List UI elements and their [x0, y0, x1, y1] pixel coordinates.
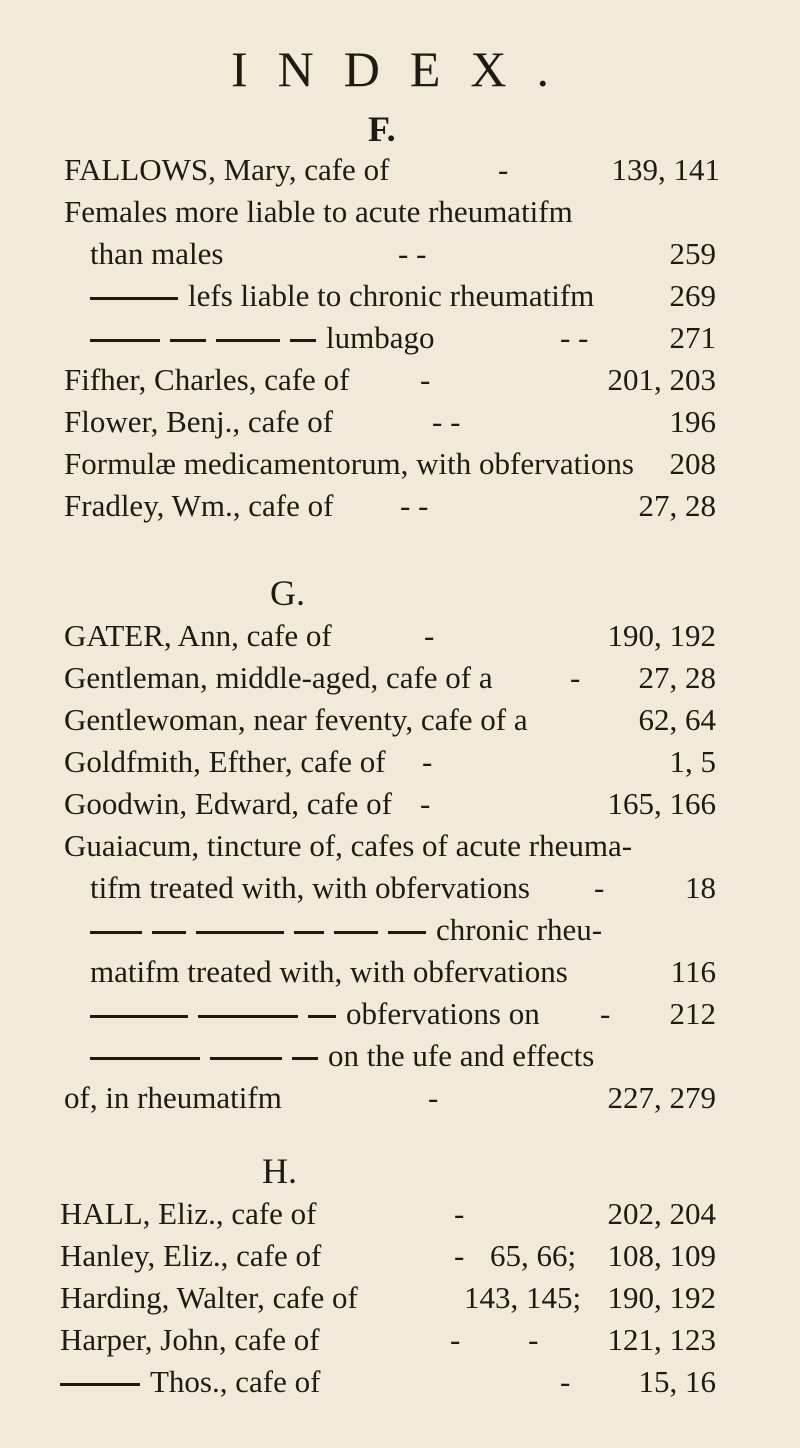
index-entry	[90, 994, 540, 1034]
entry-pages: 165, 166	[607, 786, 716, 821]
index-entry: Guaiacum, tincture of, cafes of acute rheuma-	[64, 828, 633, 863]
entry-separator: -	[424, 618, 435, 653]
index-entry: FALLOWS, Mary, cafe of	[64, 152, 390, 187]
entry-pages: 190, 192	[607, 618, 716, 653]
entry-pages: 259	[669, 236, 716, 271]
entry-separator: -	[428, 1080, 439, 1115]
entry-pages: 27, 28	[638, 660, 716, 695]
index-entry	[90, 910, 602, 950]
index-entry: GATER, Ann, cafe of	[64, 618, 332, 653]
index-entry	[60, 1362, 320, 1402]
index-entry: of, in rheumatifm	[64, 1080, 282, 1115]
entry-separator: - -	[560, 320, 589, 355]
entry-pages: 202, 204	[607, 1196, 716, 1231]
section-letter-h: H.	[262, 1151, 297, 1191]
entry-separator: -	[420, 786, 431, 821]
entry-separator: - -	[450, 1322, 539, 1357]
entry-pages: 108, 109	[607, 1238, 716, 1273]
index-entry: Females more liable to acute rheumatifm	[64, 194, 573, 229]
entry-separator: -	[420, 362, 431, 397]
entry-text: chronic rheu-	[436, 912, 603, 947]
index-entry: than males	[90, 236, 224, 271]
entry-pages: 269	[669, 278, 716, 313]
entry-pages: 1, 5	[669, 744, 716, 779]
index-entry	[90, 318, 435, 358]
entry-text: lefs liable to chronic rheumatifm	[188, 278, 595, 313]
entry-pages: 15, 16	[638, 1364, 716, 1399]
entry-pages-extra: 143, 145;	[464, 1280, 582, 1315]
section-letter-f: F.	[368, 109, 396, 149]
index-entry: Gentleman, middle-aged, cafe of a	[64, 660, 493, 695]
entry-separator: - -	[432, 404, 461, 439]
entry-pages: 139, 141	[611, 152, 720, 187]
entry-pages-extra: 65, 66;	[490, 1238, 577, 1273]
index-entry: Flower, Benj., cafe of	[64, 404, 334, 439]
entry-pages: 116	[670, 954, 716, 989]
entry-text: obfervations on	[346, 996, 540, 1031]
index-entry: Goldfmith, Efther, cafe of	[64, 744, 386, 779]
index-entry: Goodwin, Edward, cafe of	[64, 786, 392, 821]
entry-pages: 212	[669, 996, 716, 1031]
index-entry: Fradley, Wm., cafe of	[64, 488, 334, 523]
index-entry: HALL, Eliz., cafe of	[60, 1196, 317, 1231]
index-entry	[90, 1036, 594, 1076]
entry-separator: -	[600, 996, 611, 1031]
entry-separator: -	[498, 152, 509, 187]
entry-text: lumbago	[326, 320, 435, 355]
entry-pages: 271	[669, 320, 716, 355]
entry-text: on the ufe and effects	[328, 1038, 595, 1073]
entry-pages: 18	[685, 870, 716, 905]
entry-separator: -	[560, 1364, 571, 1399]
index-entry: Harding, Walter, cafe of	[60, 1280, 358, 1315]
page-title: INDEX.	[230, 41, 580, 97]
index-entry: Harper, John, cafe of	[60, 1322, 320, 1357]
index-entry: Formulæ medicamentorum, with obfervations	[64, 446, 634, 481]
entry-pages: 27, 28	[638, 488, 716, 523]
entry-pages: 62, 64	[638, 702, 716, 737]
entry-separator: - -	[398, 236, 427, 271]
entry-separator: -	[422, 744, 433, 779]
entry-pages: 208	[669, 446, 716, 481]
index-entry	[90, 276, 594, 316]
index-entry: matifm treated with, with obfervations	[90, 954, 568, 989]
entry-separator: -	[454, 1196, 465, 1231]
index-entry: tifm treated with, with obfervations	[90, 870, 530, 905]
entry-pages: 121, 123	[607, 1322, 716, 1357]
entry-separator: -	[594, 870, 605, 905]
index-entry: Fifher, Charles, cafe of	[64, 362, 350, 397]
entry-text: Thos., cafe of	[150, 1364, 321, 1399]
section-letter-g: G.	[270, 573, 305, 613]
index-entry: Hanley, Eliz., cafe of	[60, 1238, 322, 1273]
index-entry: Gentlewoman, near feventy, cafe of a	[64, 702, 528, 737]
entry-separator: -	[570, 660, 581, 695]
entry-pages: 190, 192	[607, 1280, 716, 1315]
entry-pages: 201, 203	[607, 362, 716, 397]
entry-separator: -	[454, 1238, 465, 1273]
entry-separator: - -	[400, 488, 429, 523]
entry-pages: 196	[669, 404, 716, 439]
entry-pages: 227, 279	[607, 1080, 716, 1115]
